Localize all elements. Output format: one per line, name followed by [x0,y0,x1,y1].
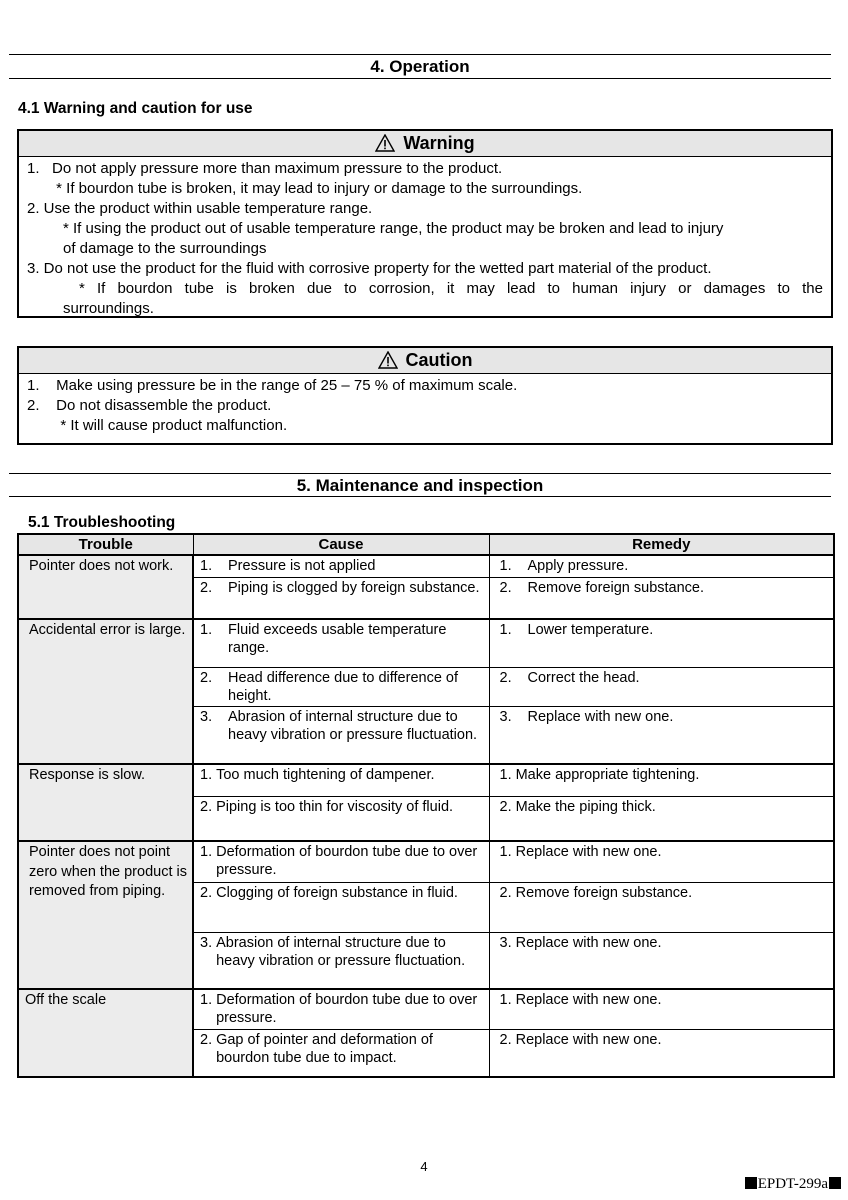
cause-text: Head difference due to difference of height. [228,669,459,704]
caution-line: 2. Do not disassemble the product. [27,397,272,414]
column-header-remedy: Remedy [489,534,834,555]
table-row [18,555,834,577]
document-code [744,1176,842,1193]
warning-body [19,157,831,319]
remedy-number: 2. [499,798,512,815]
column-header-cause: Cause [193,534,489,555]
remedy-cell [489,577,834,619]
caution-box [17,346,833,445]
table-row [18,989,834,1029]
trouble-cell: Response is slow. [18,764,193,841]
cause-cell [193,667,489,706]
cause-number: 2. [200,798,213,815]
cause-cell [193,796,489,841]
remedy-number: 2. [499,669,512,686]
cause-number: 1. [200,622,213,638]
trouble-cell: Accidental error is large. [18,619,193,764]
cause-text: Pressure is not applied [228,558,376,574]
warning-line: 1. Do not apply pressure more than maximum pressure to the product. [27,160,503,177]
remedy-text: Make the piping thick. [515,798,656,815]
cause-number: 2. [200,669,213,686]
remedy-text: Replace with new one. [515,934,662,951]
section-title-operation: 4. Operation [9,54,831,79]
cause-number: 3. [200,708,213,725]
caution-body [19,374,831,436]
cause-text: Piping is too thin for viscosity of fluid. [216,798,454,815]
remedy-cell [489,667,834,706]
remedy-text: Correct the head. [527,669,640,686]
column-header-trouble: Trouble [18,534,193,555]
cause-number: 2. [200,579,213,596]
remedy-text: Remove foreign substance. [515,884,693,901]
document-code-text: EPDT-299a [757,1176,828,1192]
cause-text: Too much tightening of dampener. [216,767,435,783]
cause-number: 1. [200,558,213,574]
remedy-cell [489,932,834,989]
cause-cell [193,555,489,577]
remedy-number: 3. [499,708,512,725]
table-row [18,841,834,882]
black-square-icon [829,1177,841,1189]
trouble-cell: Pointer does not work. [18,555,193,619]
remedy-text: Make appropriate tightening. [515,767,700,783]
table-header-row [18,534,834,555]
trouble-cell: Off the scale [18,989,193,1077]
remedy-cell [489,989,834,1029]
caution-line: * It will cause product malfunction. [27,417,288,434]
warning-header [19,131,831,157]
remedy-cell [489,882,834,932]
remedy-text: Replace with new one. [515,992,662,1008]
warning-triangle-icon [378,351,398,369]
remedy-text: Remove foreign substance. [527,579,705,596]
cause-cell [193,1029,489,1077]
warning-box [17,129,833,318]
warning-line: * If bourdon tube is broken, it may lead to injury or damage to the surroundings. [27,180,583,197]
cause-cell [193,619,489,667]
warning-title: Warning [403,133,475,153]
remedy-number: 1. [499,558,512,574]
cause-cell [193,989,489,1029]
cause-text: Abrasion of internal structure due to heavy vibration or pressure fluctuation. [216,934,466,969]
remedy-number: 1. [499,622,512,638]
table-row [18,619,834,667]
remedy-number: 1. [499,767,512,783]
black-square-icon [745,1177,757,1189]
warning-line: 2. Use the product within usable temperature range. [27,200,373,217]
cause-cell [193,841,489,882]
cause-number: 2. [200,884,213,901]
remedy-text: Lower temperature. [527,622,654,638]
remedy-cell [489,796,834,841]
cause-number: 1. [200,992,213,1008]
remedy-text: Replace with new one. [527,708,674,725]
remedy-cell [489,619,834,667]
remedy-cell [489,706,834,764]
cause-text: Deformation of bourdon tube due to over pressure. [216,844,478,878]
caution-title: Caution [405,350,473,370]
subsection-title-troubleshooting: 5.1 Troubleshooting [28,514,176,531]
cause-cell [193,932,489,989]
warning-line: * If bourdon tube is broken due to corrosion, it may lead to human injury or damages to the [79,280,823,297]
cause-text: Abrasion of internal structure due to heavy vibration or pressure fluctuation. [228,708,478,743]
remedy-number: 2. [499,884,512,901]
cause-cell [193,706,489,764]
cause-cell [193,882,489,932]
remedy-cell [489,555,834,577]
warning-triangle-icon [375,134,395,152]
cause-text: Piping is clogged by foreign substance. [228,579,480,596]
remedy-cell [489,1029,834,1077]
cause-number: 2. [200,1031,213,1048]
cause-text: Fluid exceeds usable temperature range. [228,622,447,656]
remedy-number: 3. [499,934,512,951]
subsection-title-warning-caution: 4.1 Warning and caution for use [18,100,253,117]
cause-number: 1. [200,767,213,783]
troubleshooting-table [17,533,835,1078]
cause-cell [193,764,489,796]
remedy-number: 1. [499,844,512,860]
cause-number: 3. [200,934,213,951]
caution-header [19,348,831,374]
remedy-number: 2. [499,1031,512,1048]
table-row [18,764,834,796]
remedy-cell [489,764,834,796]
caution-line: 1. Make using pressure be in the range of 25 – 75 % of maximum scale. [27,377,518,394]
cause-text: Gap of pointer and deformation of bourdon tube due to impact. [216,1031,433,1066]
remedy-number: 2. [499,579,512,596]
remedy-text: Replace with new one. [515,844,662,860]
cause-cell [193,577,489,619]
cause-text: Deformation of bourdon tube due to over pressure. [216,992,478,1026]
remedy-text: Replace with new one. [515,1031,662,1048]
warning-line: * If using the product out of usable temperature range, the product may be broken and lead to injury [63,220,724,237]
remedy-number: 1. [499,992,512,1008]
remedy-text: Apply pressure. [527,558,629,574]
cause-text: Clogging of foreign substance in fluid. [216,884,458,901]
remedy-cell [489,841,834,882]
page-number: 4 [420,1159,428,1174]
warning-line: surroundings. [63,300,154,317]
warning-line: of damage to the surroundings [63,240,267,257]
section-title-maintenance: 5. Maintenance and inspection [9,473,831,497]
warning-line: 3. Do not use the product for the fluid with corrosive property for the wetted part material of the product. [27,260,712,277]
cause-number: 1. [200,844,213,860]
trouble-cell: Pointer does not point zero when the product is removed from piping. [18,841,193,989]
